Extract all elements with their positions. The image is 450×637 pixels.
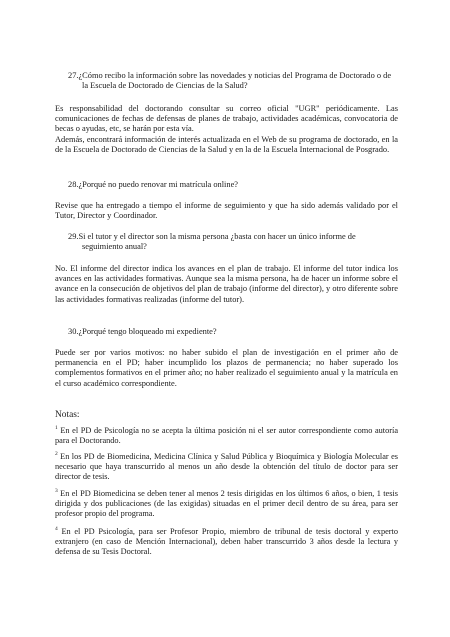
footnote-3 <box>55 489 398 520</box>
footnote-marker: 3 <box>55 488 58 495</box>
answer-27-paragraph-1: Es responsabilidad del doctorando consultar su correo oficial "UGR" periódicamente. Las comunicaciones de fechas de defensas de planes de trabajo, actividades académicas, convocatoria de becas o ayudas, etc, se harán por esta vía. <box>55 104 398 134</box>
footnote-marker: 2 <box>55 451 58 458</box>
footnote-text: En el PD de Psicología no se acepta la última posición ni el ser autor correspondiente como autoría para el Doctorando. <box>55 426 398 446</box>
answer-30: Puede ser por varios motivos: no haber subido el plan de investigación en el primer año de permanencia en el PD; haber incumplido los plazos de permanencia; no haber superado los complementos formativos en el primer año; no haber realizado el seguimiento anual y la matrícula en el curso académico correspondiente. <box>55 348 398 388</box>
question-number: 28. <box>68 180 79 189</box>
footnote-2 <box>55 452 398 483</box>
footnote-4 <box>55 527 398 558</box>
answer-27-paragraph-2: Además, encontrará información de interés actualizada en el Web de su programa de doctorado, en la de la Escuela de Doctorado de Ciencias de la Salud y en la de la Escuela Internacional de Posgrado. <box>55 135 398 155</box>
question-29 <box>68 232 398 252</box>
footnote-marker: 1 <box>55 425 58 432</box>
footnote-text: En el PD Biomedicina se deben tener al menos 2 tesis dirigidas en los últimos 6 años, o bien, 1 tesis dirigida y dos publicaciones (de las exigidas) situadas en el primer decil dentro de su área, para ser profesor propio del programa. <box>55 489 398 519</box>
question-text: Si el tutor y el director son la misma persona ¿basta con hacer un único informe de seguimiento anual? <box>78 232 356 252</box>
question-text: ¿Porqué no puedo renovar mi matrícula online? <box>78 180 239 189</box>
question-number: 29. <box>68 232 79 241</box>
question-27 <box>68 71 398 91</box>
question-text: ¿Cómo recibo la información sobre las novedades y noticias del Programa de Doctorado o de la Escuela de Doctorado de Ciencias de la Salud? <box>78 71 392 91</box>
footnote-text: En los PD de Biomedicina, Medicina Clínica y Salud Pública y Bioquímica y Biología Molecular es necesario que haya transcurrido al menos un año desde la obtención del título de doctor para ser director de tesis. <box>55 452 398 482</box>
footnote-marker: 4 <box>55 526 58 533</box>
question-28 <box>68 180 398 190</box>
question-number: 27. <box>68 71 79 80</box>
notes-heading: Notas: <box>55 410 80 420</box>
answer-28: Revise que ha entregado a tiempo el informe de seguimiento y que ha sido además validado por el Tutor, Director y Coordinador. <box>55 201 398 221</box>
question-text: ¿Porqué tengo bloqueado mi expediente? <box>78 327 217 336</box>
question-number: 30. <box>68 327 79 336</box>
question-30 <box>68 327 398 337</box>
footnote-1 <box>55 426 398 446</box>
footnote-text: En el PD Psicología, para ser Profesor Propio, miembro de tribunal de tesis doctoral y experto extranjero (en caso de Mención Internacional), deben haber transcurrido 3 años desde la lectura y defensa de su Tesis Doctoral. <box>55 527 398 557</box>
answer-29: No. El informe del director indica los avances en el plan de trabajo. El informe del tutor indica los avances en las actividades formativas. Aunque sea la misma persona, ha de hacer un informe sobre el avance en la consecución de objetivos del plan de trabajo (informe del director), y otro diferente sobre las actividades formativas realizadas (informe del tutor). <box>55 264 398 304</box>
